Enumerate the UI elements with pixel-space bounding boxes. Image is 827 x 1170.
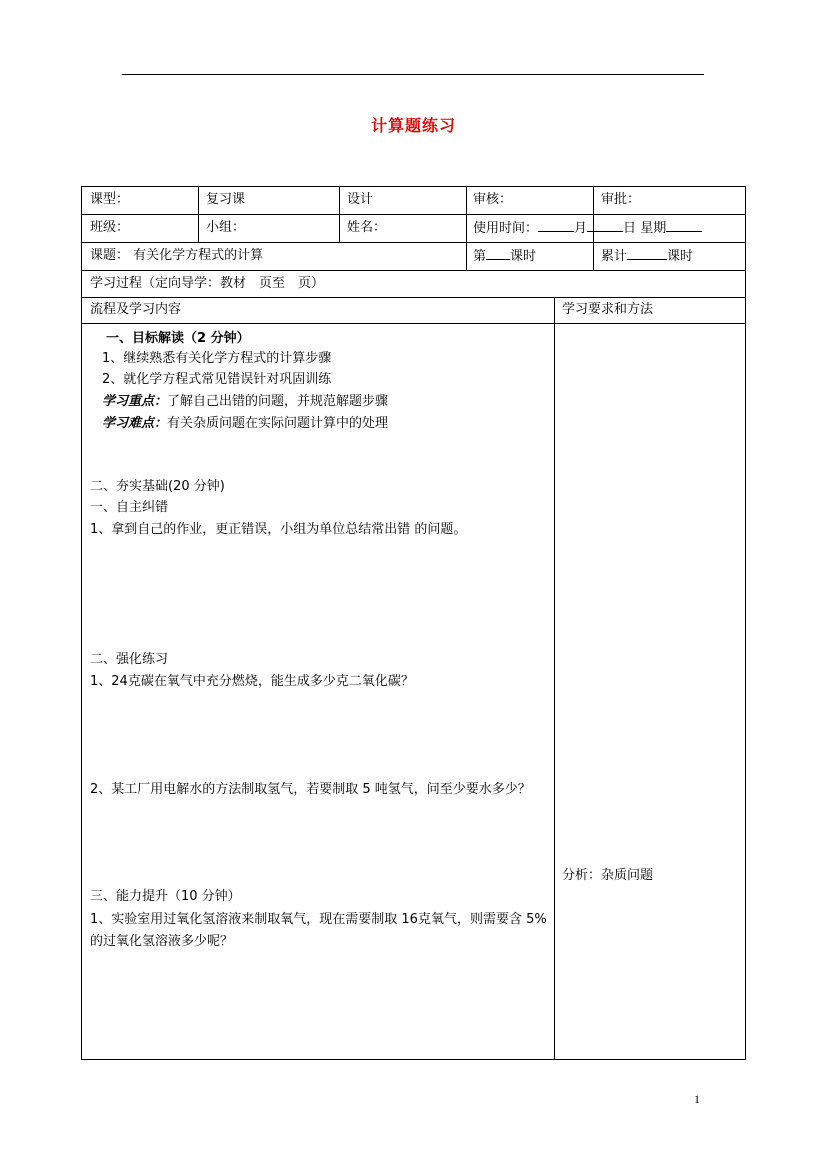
exercise-text: 2、某工厂用电解水的方法制取氢气，若要制取 5 吨氢气，问至少要水多少？ [90, 782, 531, 797]
table-rule [466, 186, 467, 270]
total-prefix: 累计 [601, 249, 628, 264]
table-rule [81, 242, 746, 243]
key-point-label: 学习重点： [102, 394, 168, 409]
exercise-text: 1、拿到自己的作业，更正错误，小组为单位总结常出错 的问题。 [90, 522, 467, 537]
exercise-text: 1、实验室用过氧化氢溶液来制取氧气，现在需要制取 16克氧气，则需要含 5%的过氧化氢溶液多少呢？ [90, 912, 547, 949]
course-type-value: 复习课 [206, 192, 246, 207]
lesson-number [473, 247, 536, 266]
key-point [102, 393, 388, 411]
approve-label: 审批： [601, 192, 641, 207]
table-rule [81, 270, 746, 271]
week-blank [666, 219, 702, 232]
difficulty-text: 有关杂质问题在实际问题计算中的处理 [167, 416, 389, 431]
group-label: 小组： [206, 220, 246, 235]
table-rule [81, 323, 746, 324]
right-column-header: 学习要求和方法 [562, 302, 654, 317]
exercise-text: 1、24克碳在氧气中充分燃烧，能生成多少克二氧化碳？ [90, 674, 414, 689]
document-title: 计算题练习 [370, 116, 456, 135]
day-label: 日 [623, 221, 637, 236]
goal-item: 2、就化学方程式常见错误针对巩固训练 [102, 372, 332, 387]
topic-label: 课题： [90, 248, 130, 263]
section-heading: 二、夯实基础(20 分钟) [90, 479, 225, 494]
class-label: 班级： [90, 220, 130, 235]
usage-time-label: 使用时间： [473, 221, 539, 236]
topic [90, 247, 263, 265]
month-label: 月 [574, 221, 588, 236]
month-blank [538, 219, 574, 232]
difficulty-label: 学习难点： [102, 416, 168, 431]
table-rule [198, 186, 199, 242]
table-rule [81, 214, 746, 215]
name-label: 姓名： [347, 220, 387, 235]
total-blank [627, 247, 667, 260]
lesson-prefix: 第 [473, 249, 487, 264]
section-heading: 三、能力提升（10 分钟） [90, 889, 241, 904]
day-blank [587, 219, 623, 232]
review-label: 审核： [473, 192, 513, 207]
section-heading: 一、自主纠错 [90, 500, 169, 515]
design-label: 设计 [347, 192, 374, 207]
left-column-header: 流程及学习内容 [90, 302, 182, 317]
goal-heading: 一、目标解读（2 分钟） [106, 331, 250, 346]
week-label: 星期 [640, 221, 667, 236]
table-rule [81, 297, 746, 298]
header-rule [122, 74, 704, 75]
key-point-text: 了解自己出错的问题，并规范解题步骤 [167, 394, 389, 409]
goal-item: 1、继续熟悉有关化学方程式的计算步骤 [102, 351, 332, 366]
lesson-suffix: 课时 [510, 249, 537, 264]
total-lessons [601, 247, 693, 266]
table-rule [554, 297, 555, 1060]
difficulty-point [102, 415, 388, 433]
total-suffix: 课时 [667, 249, 694, 264]
course-type-label: 课型： [90, 192, 130, 207]
lesson-blank [486, 247, 510, 260]
section-heading: 二、强化练习 [90, 652, 169, 667]
usage-time [473, 219, 702, 238]
page-number: 1 [694, 1092, 700, 1106]
topic-value: 有关化学方程式的计算 [133, 248, 264, 263]
table-rule [339, 186, 340, 242]
learning-process: 学习过程（定向导学：教材 页至 页） [90, 276, 325, 291]
analysis-note: 分析：杂质问题 [562, 868, 654, 883]
